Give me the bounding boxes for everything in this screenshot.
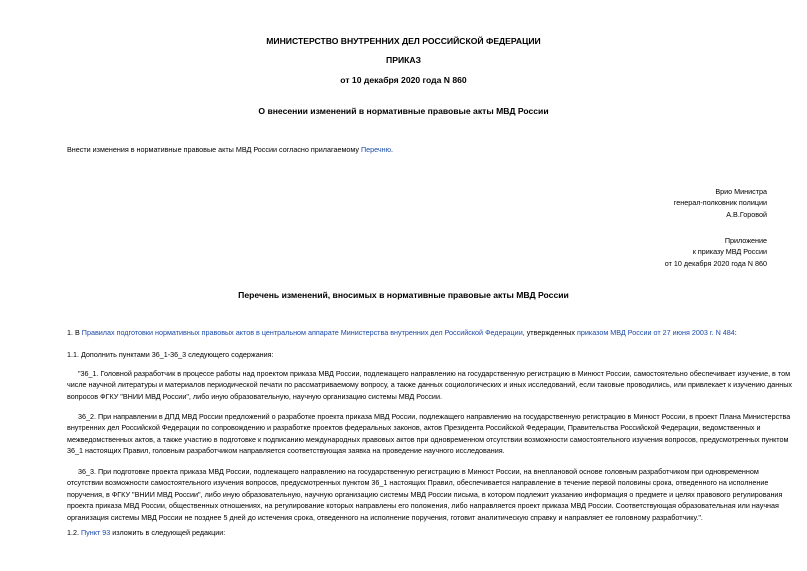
doc-title: О внесении изменений в нормативные правовые акты МВД России xyxy=(258,106,549,116)
paragraph-36-3 xyxy=(67,466,783,523)
text-line: 36_1 настоящих Правил, головным разработчиком направляется соответствующая заявка на проведение научного исследования. xyxy=(67,446,505,456)
intro-text: Внести изменения в нормативные правовые акты МВД России согласно прилагаемому xyxy=(67,145,362,154)
paragraph-36-2 xyxy=(67,411,791,457)
paragraph-36-1 xyxy=(67,368,793,402)
list-title: Перечень изменений, вносимых в нормативные правовые акты МВД России xyxy=(238,290,569,300)
item-1-1: 1.1. Дополнить пунктами 36_1-36_3 следующего содержания: xyxy=(67,350,274,359)
doc-date-number: от 10 декабря 2020 года N 860 xyxy=(340,75,467,85)
item-1 xyxy=(67,327,737,338)
item-1-2-suffix: изложить в следующей редакции: xyxy=(110,528,226,537)
signature-name: А.В.Горовой xyxy=(726,209,767,219)
item-1-middle: , утвержденных xyxy=(522,328,578,337)
text-line: числе научной литературы и материалов периодической печати по рассматриваемому вопросу, а также данных социологических и иных исследований, если таковые проводились, или привлекает к изучению данных xyxy=(67,380,793,390)
intro-paragraph xyxy=(67,144,393,155)
item-1-2 xyxy=(67,527,225,538)
intro-text-end: . xyxy=(391,145,394,154)
signature-rank: генерал-полковник полиции xyxy=(673,198,767,208)
doc-type: ПРИКАЗ xyxy=(386,55,421,65)
item-1-2-prefix: 1.2. xyxy=(67,528,81,537)
text-line: организация системы МВД России не позднее 5 дней до истечения срока, отведенного на исполнение поручения, готовит аналитическую справку и направляет ее головному разработчику.". xyxy=(67,512,703,522)
text-line: внутренних дел Российской Федерации по сопровождению и разработке проектов федеральных законов, актов Президента Российской Федерации, Правительства Российской Федерации, ведомственных и xyxy=(67,423,761,433)
text-line: поручения, в ФГКУ "ВНИИ МВД России", либо иную образовательную, научную организацию системы МВД России письма, в котором подлежит указанию информация о предмете и целях правового регулирования xyxy=(67,489,783,499)
text-line: отсутствии возможности самостоятельного изучения вопросов, предусмотренных пунктом 36_1 настоящих Правил, обеспечивается направление в течение первой половины срока, отведенного на исполнение xyxy=(67,478,769,488)
ministry-header: МИНИСТЕРСТВО ВНУТРЕННИХ ДЕЛ РОССИЙСКОЙ ФЕДЕРАЦИИ xyxy=(266,36,541,46)
item-1-suffix: : xyxy=(734,328,737,337)
text-line: 36_2. При направлении в ДПД МВД России предложений о разработке проекта приказа МВД России, подлежащего направлению на государственную регистрацию в Минюст России, в проект Плана Министерства xyxy=(78,412,791,421)
text-line: "36_1. Головной разработчик в процессе работы над проектом приказа МВД России, подлежащего направлению на государственную регистрацию в Минюст России, самостоятельно обеспечивает изучение, в том xyxy=(78,369,791,378)
appendix-date: от 10 декабря 2020 года N 860 xyxy=(664,258,767,268)
text-line: проекта приказа МВД России, общественных отношениях, на регулирование которых направлены его положения, либо направляется проект приказа МВД России. Соответствующая образовательная или научная xyxy=(67,501,779,511)
signature-block xyxy=(674,186,767,220)
appendix-ref: к приказу МВД России xyxy=(692,247,767,257)
point-93-link[interactable]: Пункт 93 xyxy=(81,528,111,537)
text-line: межведомственных актов, а также участию в подготовке к подписанию международных правовых актов при одновременном отсутствии возможности самостоятельного изучения вопросов, предусмотренных пунктом xyxy=(67,434,789,444)
item-1-prefix: 1. В xyxy=(67,328,82,337)
rules-link[interactable]: Правилах подготовки нормативных правовых актов в центральном аппарате Министерства внутренних дел Российской Федерации xyxy=(81,328,523,337)
signature-position: Врио Министра xyxy=(715,187,767,196)
order-484-link[interactable]: приказом МВД России от 27 июня 2003 г. N 484 xyxy=(577,328,735,337)
appendix-block xyxy=(665,235,767,269)
list-link[interactable]: Перечню xyxy=(361,145,392,154)
appendix-label: Приложение xyxy=(724,236,767,245)
text-line: 36_3. При подготовке проекта приказа МВД России, подлежащего направлению на государственную регистрацию в Минюст России, на внеплановой основе головным разработчиком при одновременном xyxy=(78,467,759,476)
text-line: вопросов ФГКУ "ВНИИ МВД России", либо иную образовательную, научную организацию системы МВД России. xyxy=(67,391,442,401)
